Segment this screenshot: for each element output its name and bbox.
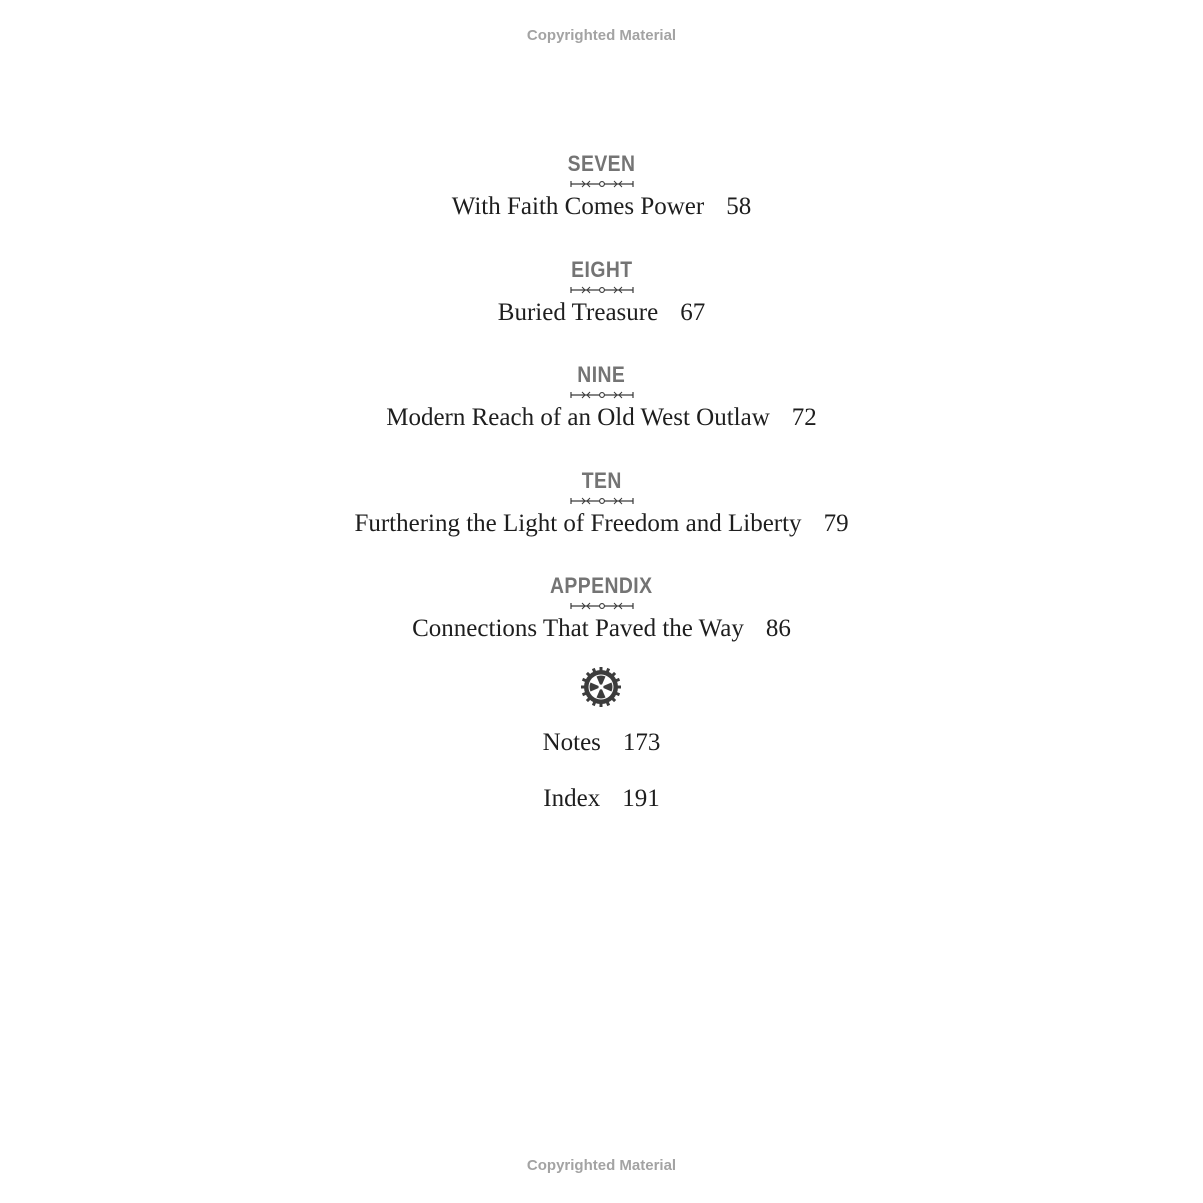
ornament-divider-icon xyxy=(570,180,634,188)
toc-entry xyxy=(0,297,1203,329)
toc-chapter-nine xyxy=(0,361,1203,467)
entry-page-number: 173 xyxy=(622,729,661,756)
toc-chapter-appendix xyxy=(0,572,1203,678)
entry-title: Modern Reach of an Old West Outlaw xyxy=(386,404,770,431)
entry-title: Furthering the Light of Freedom and Liberty xyxy=(354,509,802,537)
ornament-divider-icon xyxy=(570,602,634,610)
ornament-divider-icon xyxy=(570,286,634,294)
toc-notes-entry xyxy=(0,729,1203,757)
entry-page-number: 58 xyxy=(726,193,752,220)
entry-page-number: 79 xyxy=(823,509,849,537)
entry-page-number: 86 xyxy=(765,615,791,642)
chapter-label: SEVEN xyxy=(567,151,636,176)
entry-title: Notes xyxy=(542,729,601,756)
table-of-contents xyxy=(0,150,1203,678)
entry-title: Connections That Paved the Way xyxy=(412,615,744,642)
chapter-label: TEN xyxy=(581,467,622,493)
toc-chapter-eight xyxy=(0,256,1203,362)
entry-title: With Faith Comes Power xyxy=(451,193,705,220)
chapter-label: EIGHT xyxy=(570,256,633,282)
toc-chapter-seven xyxy=(0,150,1203,256)
ornament-divider-icon xyxy=(570,497,634,505)
chapter-label: APPENDIX xyxy=(550,573,653,598)
chapter-label: NINE xyxy=(577,362,626,387)
entry-page-number: 67 xyxy=(680,298,706,326)
copyright-watermark-bottom: Copyrighted Material xyxy=(526,1157,677,1174)
toc-chapter-ten xyxy=(0,467,1203,573)
copyright-watermark-top: Copyrighted Material xyxy=(526,27,677,44)
entry-page-number: 72 xyxy=(791,404,817,431)
entry-page-number: 191 xyxy=(622,785,660,812)
toc-entry xyxy=(0,508,1203,540)
toc-index-entry xyxy=(0,785,1203,813)
entry-title: Buried Treasure xyxy=(497,298,659,326)
gear-ornament-icon xyxy=(580,666,622,708)
toc-entry xyxy=(0,402,1203,434)
toc-entry xyxy=(0,191,1203,223)
entry-title: Index xyxy=(543,785,601,812)
toc-entry xyxy=(0,613,1203,645)
ornament-divider-icon xyxy=(570,391,634,399)
